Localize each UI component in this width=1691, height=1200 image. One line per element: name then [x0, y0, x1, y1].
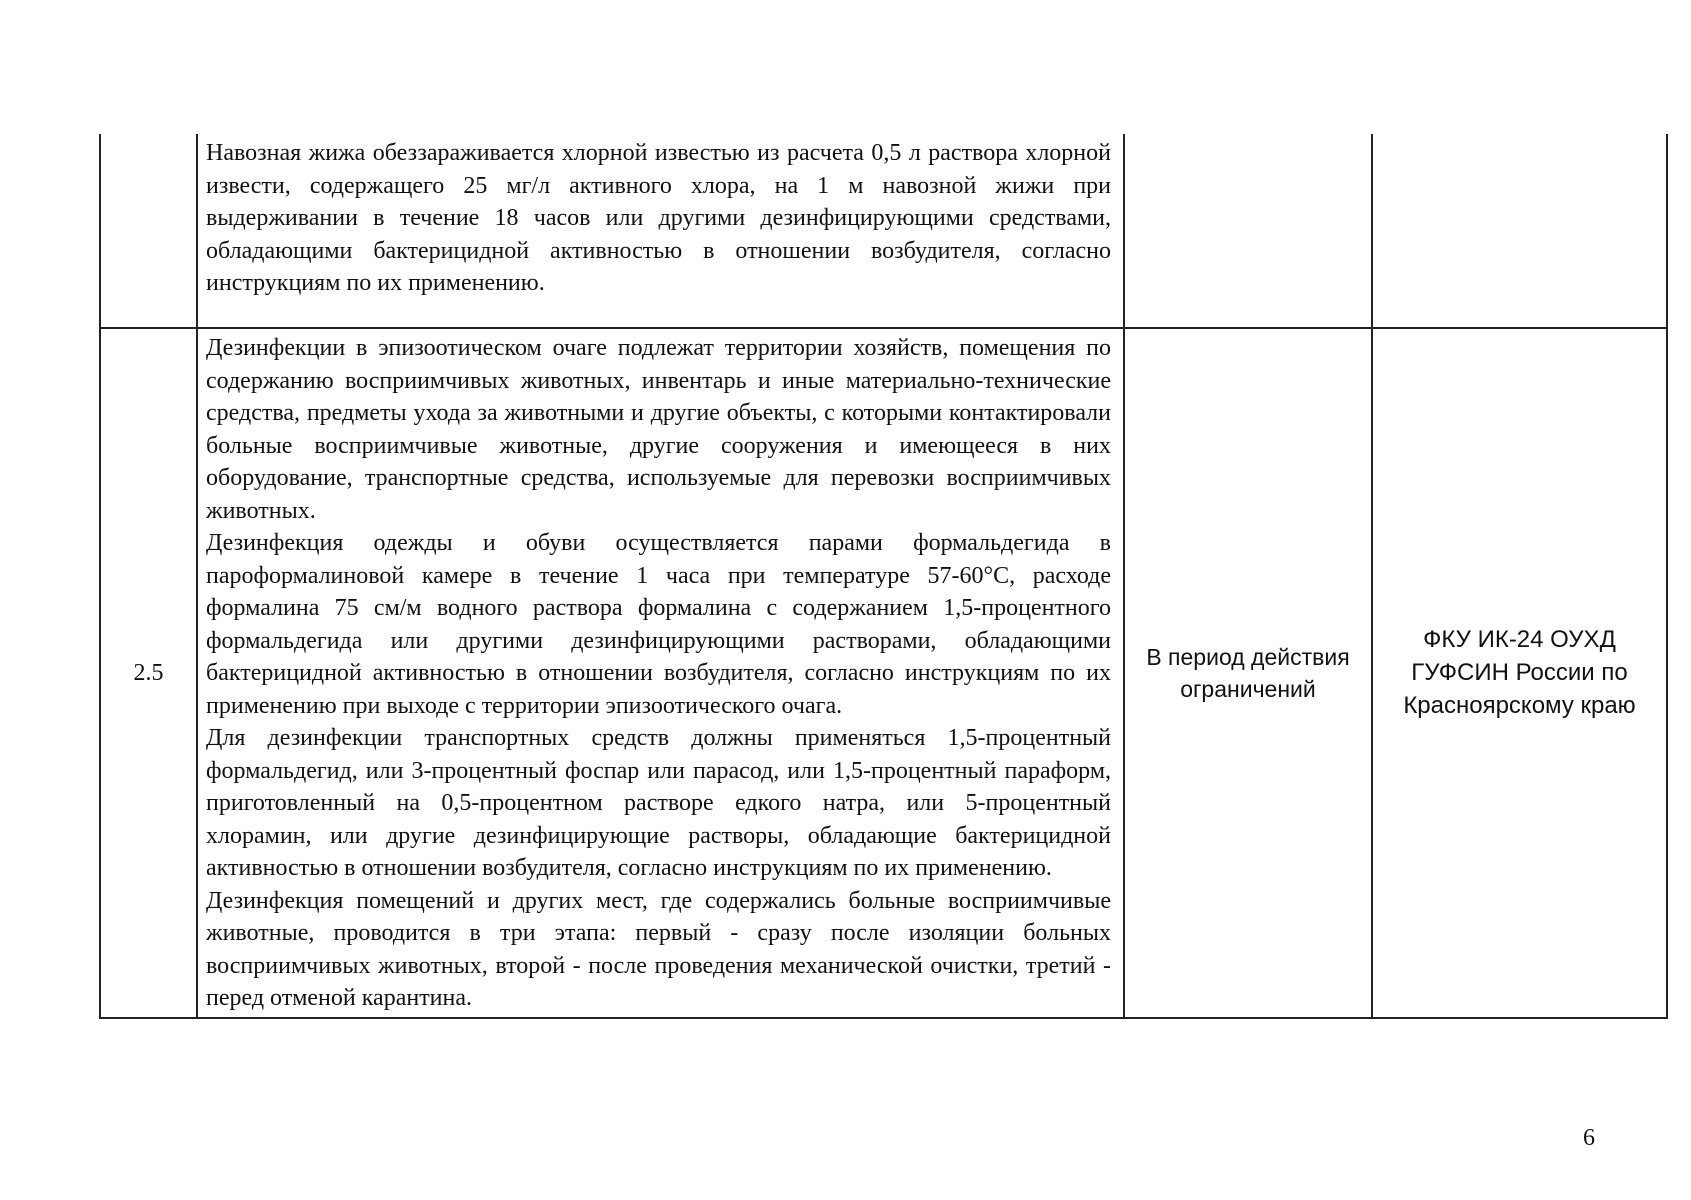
page-number: 6	[1583, 1125, 1595, 1151]
table-row	[100, 328, 1667, 1018]
measure-paragraph: Дезинфекции в эпизоотическом очаге подлежат территории хозяйств, помещения по содержанию восприимчивых животных, инвентарь и иные материально-технические средства, предметы ухода за животными и другие объекты, с которыми контактировали больные восприимчивые животные, другие сооружения и имеющееся в них оборудование, транспортные средства, используемые для перевозки восприимчивых животных.	[206, 335, 1111, 524]
cell-measure-text	[197, 134, 1124, 328]
cell-responsible	[1372, 134, 1667, 328]
measure-paragraph: Дезинфекция помещений и других мест, где содержались больные восприимчивые животные, проводится в три этапа: первый - сразу после изоляции больных восприимчивых животных, второй - после проведения механической очистки, третий - перед отменой карантина.	[206, 887, 1111, 1011]
cell-responsible: ФКУ ИК-24 ОУХД ГУФСИН России по Красноярскому краю	[1372, 328, 1667, 1018]
cell-measure-text	[197, 328, 1124, 1018]
cell-number: 2.5	[100, 328, 197, 1018]
cell-period: В период действия ограничений	[1124, 328, 1372, 1018]
measures-table	[99, 134, 1668, 1019]
measure-paragraph: Навозная жижа обеззараживается хлорной известью из расчета 0,5 л раствора хлорной извести, содержащего 25 мг/л активного хлора, на 1 м навозной жижи при выдерживании в течение 18 часов или другими дезинфицирующими средствами, обладающими бактерицидной активностью в отношении возбудителя, согласно инструкциям по их применению.	[206, 140, 1111, 296]
measure-paragraph: Дезинфекция одежды и обуви осуществляется парами формальдегида в пароформалиновой камере в течение 1 часа при температуре 57-60°С, расходе формалина 75 см/м водного раствора формалина с содержанием 1,5-процентного формальдегида или другими дезинфицирующими растворами, обладающими бактерицидной активностью в отношении возбудителя, согласно инструкциям по их применению при выходе с территории эпизоотического очага.	[206, 530, 1111, 719]
measure-paragraph: Для дезинфекции транспортных средств должны применяться 1,5-процентный формальдегид, или 3-процентный фоспар или парасод, или 1,5-процентный параформ, приготовленный на 0,5-процентном растворе едкого натра, или 5-процентный хлорамин, или другие дезинфицирующие растворы, обладающие бактерицидной активностью в отношении возбудителя, согласно инструкциям по их применению.	[206, 725, 1111, 881]
table-row	[100, 134, 1667, 328]
cell-period	[1124, 134, 1372, 328]
cell-number	[100, 134, 197, 328]
